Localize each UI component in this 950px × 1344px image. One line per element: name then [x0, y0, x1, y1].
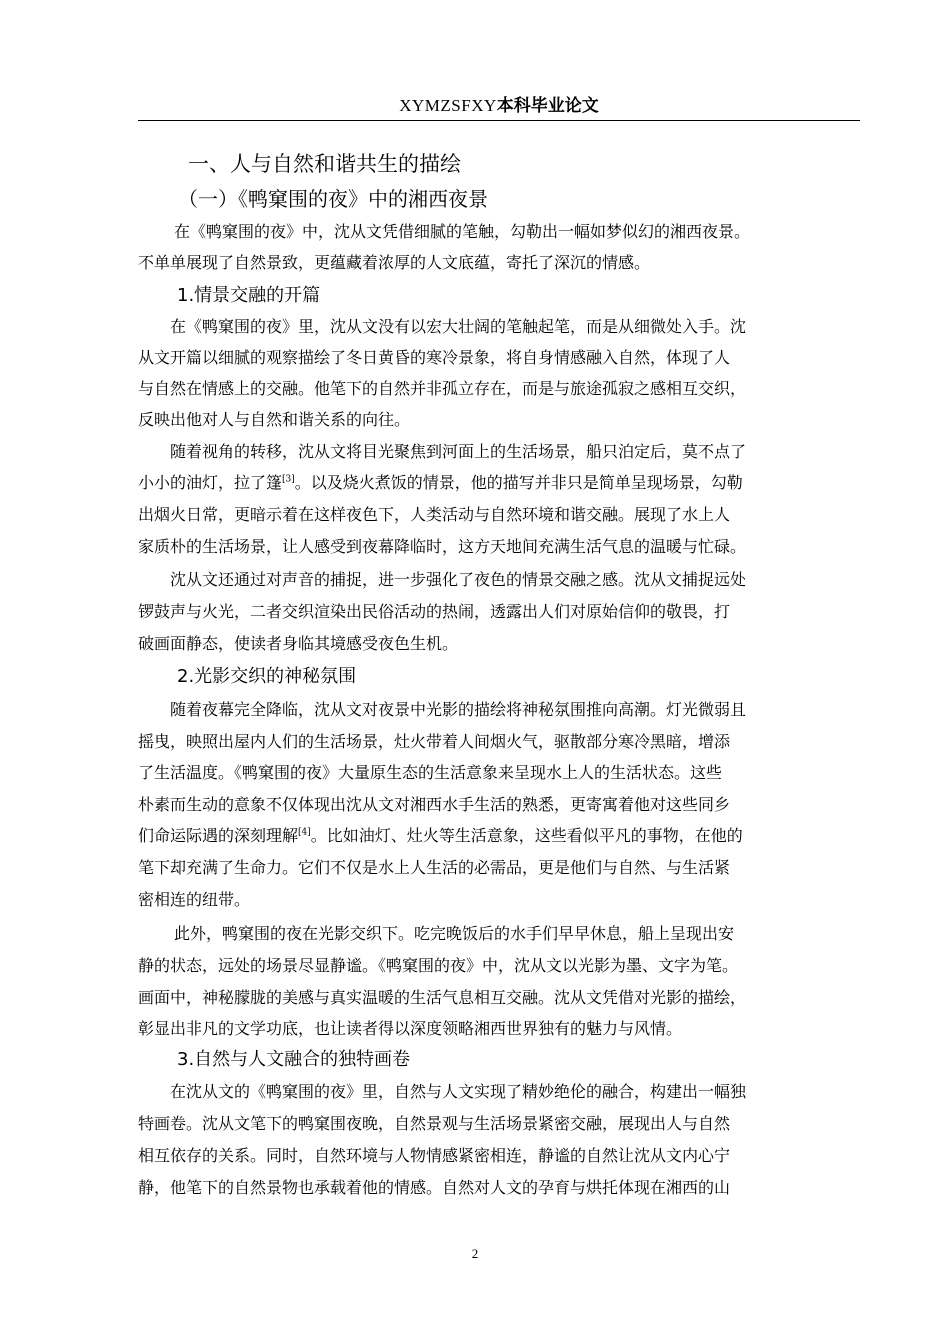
- text-segment: 。比如油灯、灶火等生活意象，这些看似平凡的事物，在他的: [310, 826, 743, 845]
- text-line: 沈从文还通过对声音的捕捉，进一步强化了夜色的情景交融之感。沈从文捕捉远处: [170, 570, 747, 589]
- subsection-heading: 3.自然与人文融合的独特画卷: [177, 1049, 411, 1070]
- text-line: 密相连的纽带。: [138, 890, 251, 909]
- text-line: 在《鸭窠围的夜》中，沈从文凭借细腻的笔触，勾勒出一幅如梦似幻的湘西夜景。: [174, 222, 751, 241]
- chapter-heading: 一、人与自然和谐共生的描绘: [188, 152, 461, 176]
- text-line: 从文开篇以细腻的观察描绘了冬日黄昏的寒冷景象，将自身情感融入自然，体现了人: [138, 348, 731, 367]
- text-line: 彰显出非凡的文学功底，也让读者得以深度领略湘西世界独有的魅力与风情。: [138, 1019, 683, 1038]
- text-line: 特画卷。沈从文笔下的鸭窠围夜晚，自然景观与生活场景紧密交融，展现出人与自然: [138, 1114, 731, 1133]
- text-line: 不单单展现了自然景致，更蕴藏着浓厚的人文底蕴，寄托了深沉的情感。: [138, 253, 651, 272]
- subsection-heading: 1.情景交融的开篇: [177, 285, 321, 306]
- text-line: 锣鼓声与火光，二者交织渲染出民俗活动的热闹，透露出人们对原始信仰的敬畏，打: [138, 602, 731, 621]
- subsection-heading: 2.光影交织的神秘氛围: [177, 666, 357, 687]
- text-line: 随着视角的转移，沈从文将目光聚焦到河面上的生活场景，船只泊定后，莫不点了: [170, 442, 747, 461]
- citation-3: [3]: [282, 474, 295, 485]
- text-line: [138, 471, 743, 495]
- text-line: 画面中，神秘朦胧的美感与真实温暖的生活气息相互交融。沈从文凭借对光影的描绘，: [138, 988, 747, 1007]
- text-line: 静，他笔下的自然景物也承载着他的情感。自然对人文的孕育与烘托体现在湘西的山: [138, 1178, 731, 1197]
- text-line: 反映出他对人与自然和谐关系的向往。: [138, 410, 411, 429]
- header-title: 本科毕业论文: [496, 96, 599, 116]
- text-line: 静的状态，远处的场景尽显静谧。《鸭窠围的夜》中，沈从文以光影为墨、文字为笔。: [138, 956, 739, 975]
- page-number: 2: [471, 1246, 479, 1261]
- text-line: 朴素而生动的意象不仅体现出沈从文对湘西水手生活的熟悉，更寄寓着他对这些同乡: [138, 795, 731, 814]
- text-line: 破画面静态，使读者身临其境感受夜色生机。: [138, 634, 459, 653]
- text-line: 与自然在情感上的交融。他笔下的自然并非孤立存在，而是与旅途孤寂之感相互交织，: [138, 379, 747, 398]
- text-line: 出烟火日常，更暗示着在这样夜色下，人类活动与自然环境和谐交融。展现了水上人: [138, 505, 731, 524]
- text-line: 在《鸭窠围的夜》里，沈从文没有以宏大壮阔的笔触起笔，而是从细微处入手。沈: [170, 317, 747, 336]
- text-line: 随着夜幕完全降临，沈从文对夜景中光影的描绘将神秘氛围推向高潮。灯光微弱且: [170, 700, 747, 719]
- text-segment: 小小的油灯，拉了篷: [138, 473, 283, 492]
- text-line: 摇曳，映照出屋内人们的生活场景，灶火带着人间烟火气，驱散部分寒冷黑暗，增添: [138, 732, 731, 751]
- text-line: 了生活温度。《鸭窠围的夜》大量原生态的生活意象来呈现水上人的生活状态。这些: [138, 763, 723, 782]
- text-segment: 。以及烧火煮饭的情景，他的描写并非只是简单呈现场景，勾勒: [294, 473, 743, 492]
- header-code: XYMZSFXY: [399, 96, 497, 115]
- text-line: [138, 824, 743, 848]
- text-line: 相互依存的关系。同时，自然环境与人物情感紧密相连，静谧的自然让沈从文内心宁: [138, 1146, 731, 1165]
- running-header: [138, 92, 860, 121]
- text-line: 家质朴的生活场景，让人感受到夜幕降临时，这方天地间充满生活气息的温暖与忙碌。: [138, 537, 747, 556]
- text-line: 此外，鸭窠围的夜在光影交织下。吃完晚饭后的水手们早早休息，船上呈现出安: [174, 924, 735, 943]
- citation-4: [4]: [298, 827, 311, 838]
- text-line: 在沈从文的《鸭窠围的夜》里，自然与人文实现了精妙绝伦的融合，构建出一幅独: [170, 1082, 747, 1101]
- text-line: 笔下却充满了生命力。它们不仅是水上人生活的必需品，更是他们与自然、与生活紧: [138, 858, 731, 877]
- text-segment: 们命运际遇的深刻理解: [138, 826, 299, 845]
- section-heading: （一）《鸭窠围的夜》中的湘西夜景: [178, 187, 488, 211]
